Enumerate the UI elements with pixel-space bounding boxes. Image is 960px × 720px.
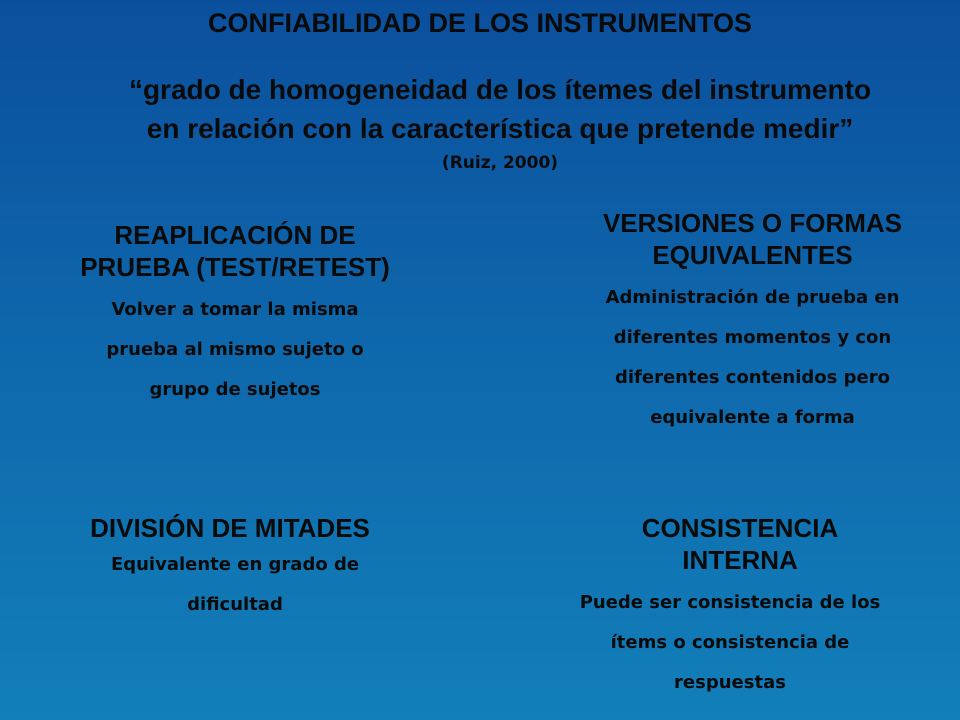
section-heading-versiones xyxy=(540,207,960,271)
section-body-test-retest xyxy=(30,290,440,410)
body-line: equivalente a forma xyxy=(650,407,855,428)
body-line: dificultad xyxy=(187,594,283,615)
body-line: diferentes momentos y con xyxy=(613,327,892,348)
section-heading-test-retest xyxy=(20,219,450,283)
heading-line: DIVISIÓN DE MITADES xyxy=(90,513,370,543)
section-heading-mitades xyxy=(20,512,440,544)
section-body-mitades xyxy=(40,545,430,625)
body-line: diferentes contenidos pero xyxy=(614,367,890,388)
body-line: prueba al mismo sujeto o xyxy=(106,339,364,360)
section-heading-consistencia xyxy=(560,512,920,576)
slide-title: CONFIABILIDAD DE LOS INSTRUMENTOS xyxy=(207,8,752,38)
heading-line: INTERNA xyxy=(682,545,798,575)
section-body-consistencia xyxy=(520,583,940,703)
quote-line-1: “grado de homogeneidad de los ítemes del instrumento xyxy=(128,74,872,105)
section-body-versiones xyxy=(540,278,960,438)
body-line: Volver a tomar la misma xyxy=(111,299,359,320)
body-line: respuestas xyxy=(674,672,786,693)
body-line: Administración de prueba en xyxy=(605,287,900,308)
body-line: Puede ser consistencia de los xyxy=(579,592,881,613)
heading-line: VERSIONES O FORMAS xyxy=(602,208,903,238)
body-line: grupo de sujetos xyxy=(149,379,321,400)
body-line: ítems o consistencia de xyxy=(610,632,850,653)
quote-citation: (Ruiz, 2000) xyxy=(441,153,559,173)
body-line: Equivalente en grado de xyxy=(110,554,360,575)
definition-quote xyxy=(40,70,960,148)
heading-line: EQUIVALENTES xyxy=(652,240,853,270)
heading-line: PRUEBA (TEST/RETEST) xyxy=(80,252,390,282)
heading-line: REAPLICACIÓN DE xyxy=(114,220,356,250)
quote-line-2: en relación con la característica que pretende medir” xyxy=(146,113,854,144)
heading-line: CONSISTENCIA xyxy=(641,513,839,543)
